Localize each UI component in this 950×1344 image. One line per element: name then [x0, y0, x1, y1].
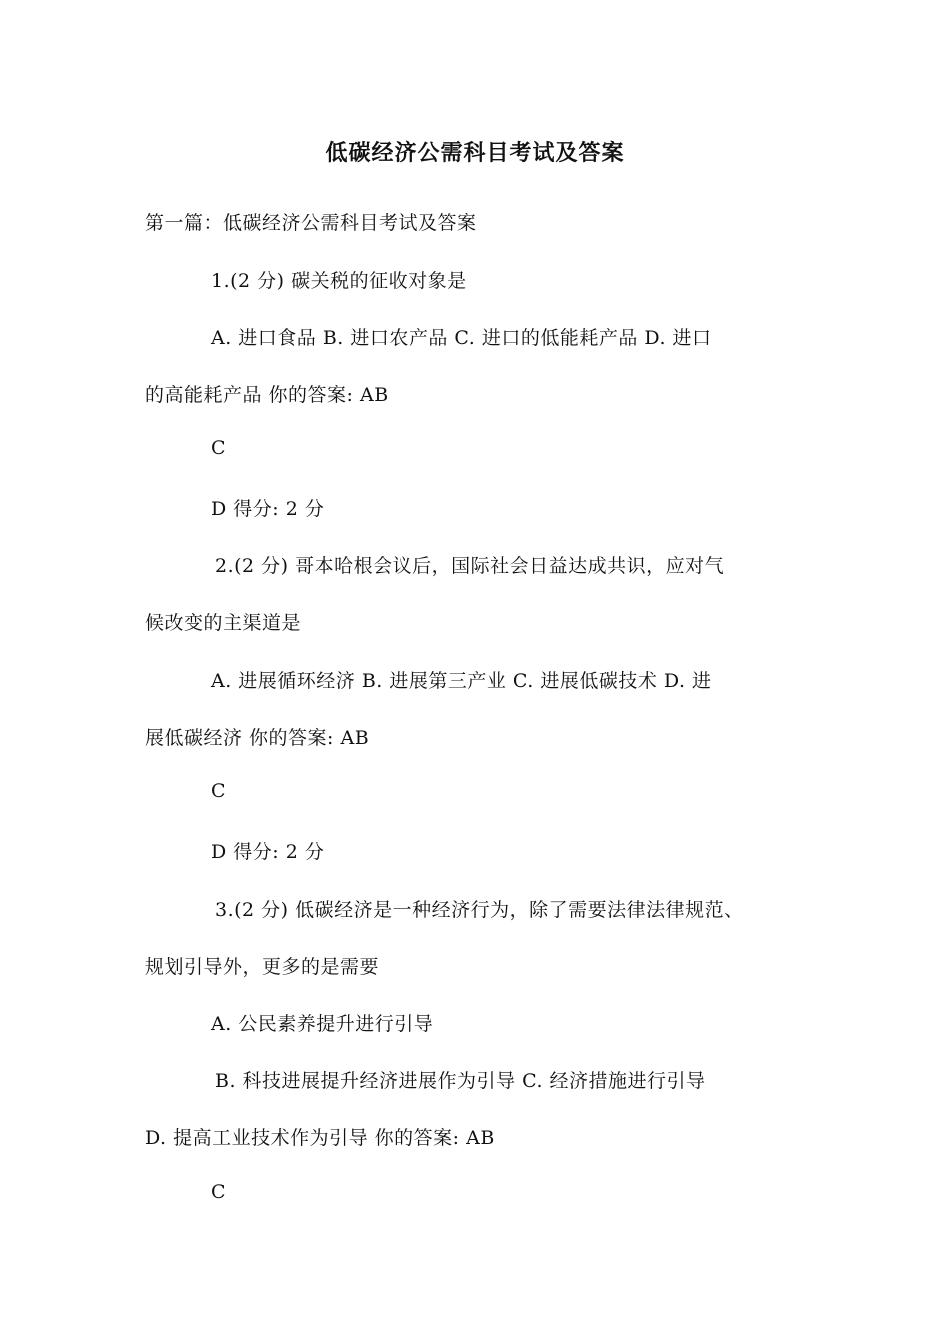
question-2-score: D 得分: 2 分 — [211, 841, 325, 863]
question-2-text-cont: 候改变的主渠道是 — [145, 612, 302, 634]
question-1-text: 1.(2 分) 碳关税的征收对象是 — [211, 270, 467, 292]
question-3-option-d: D. 提高工业技术作为引导 你的答案: AB — [145, 1127, 495, 1149]
question-2-answer-c: C — [211, 780, 227, 802]
question-1-options-cont: 的高能耗产品 你的答案: AB — [145, 384, 389, 406]
question-2-options: A. 进展循环经济 B. 进展第三产业 C. 进展低碳技术 D. 进 — [211, 670, 712, 692]
question-2-options-cont: 展低碳经济 你的答案: AB — [145, 727, 370, 749]
question-1-answer-c: C — [211, 437, 227, 459]
question-2-text: 2.(2 分) 哥本哈根会议后，国际社会日益达成共识，应对气 — [215, 555, 725, 577]
question-3-text-cont: 规划引导外，更多的是需要 — [145, 956, 380, 978]
question-3-answer-c: C — [211, 1181, 227, 1203]
question-3-text: 3.(2 分) 低碳经济是一种经济行为，除了需要法律法律规范、 — [215, 899, 744, 921]
document-title: 低碳经济公需科目考试及答案 — [325, 140, 625, 166]
question-1-options: A. 进口食品 B. 进口农产品 C. 进口的低能耗产品 D. 进口 — [211, 327, 712, 349]
section-heading: 第一篇：低碳经济公需科目考试及答案 — [145, 212, 477, 234]
question-3-option-a: A. 公民素养提升进行引导 — [211, 1013, 434, 1035]
question-1-score: D 得分: 2 分 — [211, 498, 325, 520]
question-3-options-bc: B. 科技进展提升经济进展作为引导 C. 经济措施进行引导 — [215, 1070, 706, 1092]
